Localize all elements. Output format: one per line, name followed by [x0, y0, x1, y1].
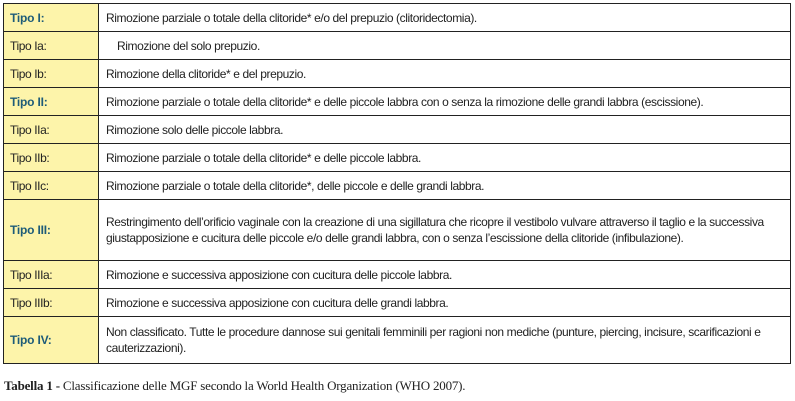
type-cell: Tipo Ib: [4, 60, 99, 88]
table-row [4, 144, 791, 172]
table-row [4, 32, 791, 60]
description-cell: Non classificato. Tutte le procedure dannose sui genitali femminili per ragioni non mediche (punture, piercing, incisure, scarificazioni e cauterizzazioni). [99, 317, 791, 364]
type-cell: Tipo IIc: [4, 172, 99, 200]
caption-label: Tabella 1 - [4, 378, 60, 393]
description-cell: Rimozione parziale o totale della clitoride*, delle piccole e delle grandi labbra. [99, 172, 791, 200]
type-cell: Tipo IV: [4, 317, 99, 364]
type-cell: Tipo Ia: [4, 32, 99, 60]
table-row [4, 116, 791, 144]
description-cell: Rimozione parziale o totale della clitoride* e/o del prepuzio (clitoridectomia). [99, 4, 791, 32]
type-cell: Tipo II: [4, 88, 99, 116]
mgf-classification-table [3, 3, 791, 364]
table-row [4, 4, 791, 32]
table-row [4, 261, 791, 289]
description-cell: Restringimento dell’orificio vaginale con la creazione di una sigillatura che ricopre il vestibolo vulvare attraverso il taglio e la successiva giustapposizione e cucitura delle piccole e/o delle grandi labbra, con o senza l’escissione della clitoride (infibulazione). [99, 200, 791, 261]
table-row [4, 289, 791, 317]
description-cell: Rimozione parziale o totale della clitoride* e delle piccole labbra. [99, 144, 791, 172]
description-cell: Rimozione e successiva apposizione con cucitura delle grandi labbra. [99, 289, 791, 317]
table-caption [4, 378, 465, 394]
type-cell: Tipo I: [4, 4, 99, 32]
caption-text: Classificazione delle MGF secondo la World Health Organization (WHO 2007). [59, 378, 466, 393]
table-row [4, 172, 791, 200]
type-cell: Tipo IIb: [4, 144, 99, 172]
description-cell: Rimozione parziale o totale della clitoride* e delle piccole labbra con o senza la rimozione delle grandi labbra (escissione). [99, 88, 791, 116]
description-cell: Rimozione e successiva apposizione con cucitura delle piccole labbra. [99, 261, 791, 289]
description-cell: Rimozione solo delle piccole labbra. [99, 116, 791, 144]
table-row [4, 200, 791, 261]
type-cell: Tipo IIIa: [4, 261, 99, 289]
description-cell: Rimozione del solo prepuzio. [99, 32, 791, 60]
type-cell: Tipo IIIb: [4, 289, 99, 317]
type-cell: Tipo IIa: [4, 116, 99, 144]
description-cell: Rimozione della clitoride* e del prepuzio. [99, 60, 791, 88]
type-cell: Tipo III: [4, 200, 99, 261]
table-row [4, 317, 791, 364]
table-row [4, 60, 791, 88]
table-row [4, 88, 791, 116]
